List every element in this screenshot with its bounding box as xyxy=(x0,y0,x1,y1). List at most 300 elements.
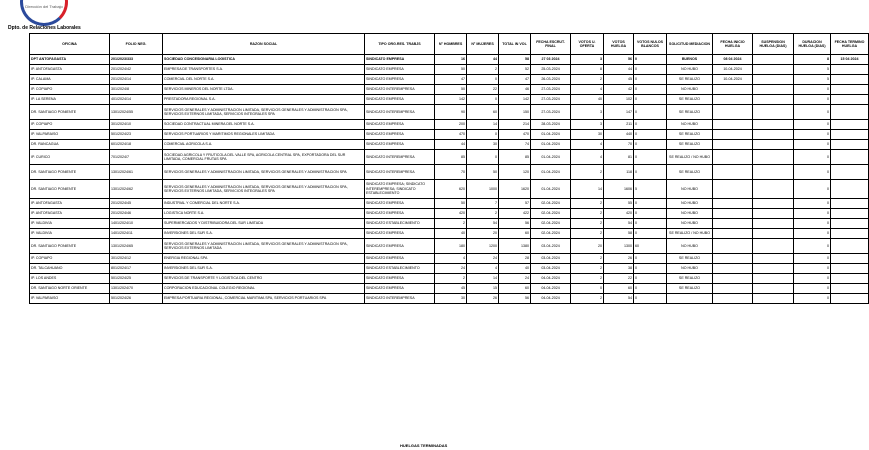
cell-oficina: IP. VALPARAISO xyxy=(30,294,110,304)
cell-termino xyxy=(831,294,869,304)
strikes-table xyxy=(29,33,869,304)
cell-nulos: 0 xyxy=(634,199,667,209)
cell-inicio xyxy=(713,254,753,264)
cell-m: 0 xyxy=(467,75,499,85)
cell-folio: 1301/2024/55 xyxy=(110,105,163,120)
cell-t: 56 xyxy=(499,294,531,304)
cell-razon: EMPRESA DE TRANSPORTES S.A. xyxy=(163,65,365,75)
cell-med: SE REALIZO / NO HUBO xyxy=(667,229,713,239)
cell-med: NO HUBO xyxy=(667,264,713,274)
table-row xyxy=(30,254,869,264)
cell-nulos: 0 xyxy=(634,209,667,219)
cell-t: 60 xyxy=(499,229,531,239)
cell-m: 2 xyxy=(467,209,499,219)
cell-t: 74 xyxy=(499,140,531,150)
cell-m: 14 xyxy=(467,274,499,284)
cell-folio: 1301/2024/70 xyxy=(110,284,163,294)
cell-fecha: 01-04-2024 xyxy=(531,130,571,140)
cell-susp xyxy=(753,219,794,229)
cell-dur: 0 xyxy=(794,239,831,254)
cell-razon: SOCIEDAD CONTRACTUAL MINERA DEL NORTE S.A. xyxy=(163,120,365,130)
cell-folio: 201/2024/42 xyxy=(110,65,163,75)
cell-folio: 301/2024/12 xyxy=(110,254,163,264)
cell-fecha: 04-04-2024 xyxy=(531,294,571,304)
cell-m: 1000 xyxy=(467,180,499,199)
column-header: FOLIO NEG. xyxy=(110,34,163,55)
cell-nulos: 0 xyxy=(634,229,667,239)
cell-huelga: 1300 xyxy=(604,239,634,254)
column-header: FECHA INICIO HUELGA xyxy=(713,34,753,55)
cell-nulos: 0 xyxy=(634,165,667,180)
cell-fecha: 03-04-2024 xyxy=(531,239,571,254)
cell-razon: SERVICIOS GENERALES Y ADMINISTRACION LIMITADA, SERVICIOS GENERALES Y ADMINISTRACION SPA, SERVICIOS EXTERNOS LIMITADA xyxy=(163,239,365,254)
department-title: Dpto. de Relaciones Laborales xyxy=(8,25,81,31)
cell-nulos: 0 xyxy=(634,55,667,65)
cell-t: 85 xyxy=(499,150,531,165)
cell-razon: INVERSIONES DEL SUR S.A. xyxy=(163,229,365,239)
cell-t: 24 xyxy=(499,274,531,284)
column-header: VOTOS HUELGA xyxy=(604,34,634,55)
footer-label: HUELGAS TERMINADAS xyxy=(400,443,448,448)
cell-susp xyxy=(753,239,794,254)
cell-huelga: 81 xyxy=(604,150,634,165)
cell-susp xyxy=(753,65,794,75)
cell-inicio xyxy=(713,95,753,105)
cell-folio: 1301/2024/61 xyxy=(110,165,163,180)
cell-h: 4 xyxy=(435,254,467,264)
cell-dur: 0 xyxy=(794,120,831,130)
column-header: SOLICITUD MEDIACION xyxy=(667,34,713,55)
cell-nulos: 0 xyxy=(634,105,667,120)
table-row xyxy=(30,284,869,294)
cell-susp xyxy=(753,95,794,105)
cell-termino xyxy=(831,150,869,165)
cell-dur: 0 xyxy=(794,274,831,284)
cell-razon: SERVICIOS DE TRANSPORTE Y LOGISTICA DEL CENTRO xyxy=(163,274,365,284)
cell-dur: 8 xyxy=(794,55,831,65)
cell-m: 30 xyxy=(467,140,499,150)
cell-h: 50 xyxy=(435,85,467,95)
cell-huelga: 42 xyxy=(604,85,634,95)
cell-razon: LOGISTICA NORTE S.A. xyxy=(163,209,365,219)
cell-h: 40 xyxy=(435,229,467,239)
cell-oferta: 2 xyxy=(571,75,604,85)
cell-med: SE REALIZO xyxy=(667,284,713,294)
cell-folio: 1301/2024/62 xyxy=(110,180,163,199)
cell-med: NO HUBO xyxy=(667,120,713,130)
cell-dur: 5 xyxy=(794,75,831,85)
cell-m: 54 xyxy=(467,219,499,229)
cell-oferta: 3 xyxy=(571,55,604,65)
cell-tipo: SINDICATO EMPRESA; SINDICATO INTEREMPRESA; SINDICATO ESTABLECIMIENTO xyxy=(365,180,435,199)
table-row xyxy=(30,274,869,284)
cell-tipo: SINDICATO EMPRESA xyxy=(365,254,435,264)
cell-razon: SOCIEDAD AGRICOLA Y FRUTICOLA DEL VALLE SPA, AGRICOLA CENTRAL SPA, EXPORTADORA DEL SUR LIMITADA, COMERCIAL FRUTAS SPA xyxy=(163,150,365,165)
cell-h: 30 xyxy=(435,294,467,304)
column-header: N° HOMBRES xyxy=(435,34,467,55)
cell-folio: 501/2024/26 xyxy=(110,294,163,304)
cell-tipo: SINDICATO EMPRESA xyxy=(365,130,435,140)
cell-fecha: 03-04-2024 xyxy=(531,254,571,264)
cell-h: 85 xyxy=(435,150,467,165)
cell-fecha: 04-04-2024 xyxy=(531,274,571,284)
cell-fecha: 25-03-2024 xyxy=(531,65,571,75)
cell-oferta: 2 xyxy=(571,209,604,219)
cell-nulos: 0 xyxy=(634,95,667,105)
cell-oferta: 2 xyxy=(571,264,604,274)
column-header: FECHA TERMINO HUELGA xyxy=(831,34,869,55)
cell-dur: 0 xyxy=(794,140,831,150)
cell-fecha: 01-04-2024 xyxy=(531,165,571,180)
cell-folio: 1401/2024/10 xyxy=(110,219,163,229)
cell-susp xyxy=(753,284,794,294)
cell-huelga: 54 xyxy=(604,294,634,304)
cell-fecha: 02-04-2024 xyxy=(531,209,571,219)
cell-tipo: SINDICATO EMPRESA xyxy=(365,229,435,239)
cell-razon: PRESTADORA REGIONAL S.A. xyxy=(163,95,365,105)
cell-m: 22 xyxy=(467,85,499,95)
cell-huelga: 58 xyxy=(604,229,634,239)
cell-nulos: 0 xyxy=(634,140,667,150)
cell-oficina: IP. ANTOFAGASTA xyxy=(30,199,110,209)
cell-oficina: IP. ANTOFAGASTA xyxy=(30,65,110,75)
table-row xyxy=(30,65,869,75)
cell-huelga: 118 xyxy=(604,165,634,180)
cell-oficina: IP. VALDIVIA xyxy=(30,219,110,229)
cell-h: 24 xyxy=(435,264,467,274)
cell-m: 4 xyxy=(467,264,499,274)
cell-susp xyxy=(753,274,794,284)
cell-h: 47 xyxy=(435,75,467,85)
table-row xyxy=(30,105,869,120)
cell-susp xyxy=(753,85,794,95)
cell-med: SE REALIZO xyxy=(667,165,713,180)
cell-tipo: SINDICATO EMPRESA xyxy=(365,65,435,75)
table-row xyxy=(30,75,869,85)
cell-tipo: SINDICATO EMPRESA xyxy=(365,284,435,294)
cell-m: 0 xyxy=(467,150,499,165)
cell-folio: 401/2024/14 xyxy=(110,95,163,105)
cell-med: SE REALIZO xyxy=(667,274,713,284)
cell-huelga: 211 xyxy=(604,120,634,130)
cell-oficina: IP. COPIAPO xyxy=(30,120,110,130)
cell-t: 422 xyxy=(499,209,531,219)
cell-oferta: 4 xyxy=(571,150,604,165)
cell-termino xyxy=(831,180,869,199)
cell-susp xyxy=(753,140,794,150)
cell-termino xyxy=(831,219,869,229)
table-row xyxy=(30,140,869,150)
cell-huelga: 440 xyxy=(604,130,634,140)
cell-huelga: 147 xyxy=(604,105,634,120)
cell-h: 90 xyxy=(435,105,467,120)
cell-t: 60 xyxy=(499,284,531,294)
cell-h: 50 xyxy=(435,199,467,209)
cell-dur: 0 xyxy=(794,209,831,219)
cell-dur: 0 xyxy=(794,284,831,294)
cell-razon: COMERCIAL DEL NORTE S.A. xyxy=(163,75,365,85)
cell-susp xyxy=(753,150,794,165)
cell-m: 15 xyxy=(467,284,499,294)
cell-dur: 0 xyxy=(794,254,831,264)
cell-m: 2 xyxy=(467,65,499,75)
cell-susp xyxy=(753,105,794,120)
cell-termino xyxy=(831,199,869,209)
cell-inicio xyxy=(713,284,753,294)
cell-oferta: 0 xyxy=(571,284,604,294)
cell-folio: 501/2024/23 xyxy=(110,130,163,140)
cell-nulos: 0 xyxy=(634,85,667,95)
cell-dur: 0 xyxy=(794,105,831,120)
cell-termino xyxy=(831,140,869,150)
cell-h: 470 xyxy=(435,130,467,140)
cell-susp xyxy=(753,165,794,180)
table-row xyxy=(30,199,869,209)
cell-inicio xyxy=(713,294,753,304)
cell-fecha: 27-03-2024 xyxy=(531,105,571,120)
cell-oferta: 2 xyxy=(571,254,604,264)
cell-oficina: IP. LA SERENA xyxy=(30,95,110,105)
cell-t: 57 xyxy=(499,199,531,209)
cell-inicio xyxy=(713,140,753,150)
cell-h: 180 xyxy=(435,239,467,254)
cell-fecha: 02-04-2024 xyxy=(531,219,571,229)
cell-susp xyxy=(753,229,794,239)
cell-dur: 0 xyxy=(794,180,831,199)
cell-inicio xyxy=(713,219,753,229)
cell-termino xyxy=(831,75,869,85)
cell-fecha: 04-04-2024 xyxy=(531,284,571,294)
cell-susp xyxy=(753,120,794,130)
cell-nulos: 0 xyxy=(634,254,667,264)
table-row xyxy=(30,120,869,130)
table-row xyxy=(30,180,869,199)
cell-folio: 301/2024/10 xyxy=(110,120,163,130)
cell-oferta: 4 xyxy=(571,85,604,95)
cell-oficina: DR. SANTIAGO PONIENTE xyxy=(30,165,110,180)
cell-termino xyxy=(831,120,869,130)
cell-termino xyxy=(831,284,869,294)
cell-dur: 0 xyxy=(794,294,831,304)
cell-t: 1620 xyxy=(499,180,531,199)
column-header: RAZON SOCIAL xyxy=(163,34,365,55)
cell-t: 47 xyxy=(499,75,531,85)
cell-med: BUENOS xyxy=(667,55,713,65)
cell-inicio xyxy=(713,199,753,209)
cell-susp xyxy=(753,180,794,199)
table-row xyxy=(30,209,869,219)
cell-termino xyxy=(831,95,869,105)
cell-oferta: 3 xyxy=(571,120,604,130)
cell-huelga: 102 xyxy=(604,95,634,105)
cell-tipo: SINDICATO EMPRESA xyxy=(365,120,435,130)
cell-h: 420 xyxy=(435,209,467,219)
cell-med: SE REALIZO xyxy=(667,130,713,140)
cell-nulos: 0 xyxy=(634,274,667,284)
cell-susp xyxy=(753,209,794,219)
cell-t: 28 xyxy=(499,254,531,264)
cell-m: 14 xyxy=(467,120,499,130)
cell-t: 470 xyxy=(499,130,531,140)
cell-razon: SERVICIOS GENERALES Y ADMINISTRACION LIMITADA, SERVICIOS GENERALES Y ADMINISTRACION SPA xyxy=(163,165,365,180)
cell-inicio: 10-04-2024 xyxy=(713,65,753,75)
cell-tipo: SINDICATO INTEREMPRESA xyxy=(365,294,435,304)
cell-huelga: 45 xyxy=(604,75,634,85)
table-row xyxy=(30,229,869,239)
cell-h: 50 xyxy=(435,65,467,75)
cell-fecha: 26-03-2024 xyxy=(531,75,571,85)
cell-med: NO HUBO xyxy=(667,199,713,209)
cell-oficina: IP. COPIAPO xyxy=(30,85,110,95)
cell-oficina: IP. COPIAPO xyxy=(30,254,110,264)
cell-dur: 0 xyxy=(794,150,831,165)
table-body xyxy=(30,55,869,304)
cell-oficina: DR. SANTIAGO PONIENTE xyxy=(30,105,110,120)
cell-termino: 15 04 2024 xyxy=(831,55,869,65)
cell-m: 1200 xyxy=(467,239,499,254)
cell-t: 150 xyxy=(499,105,531,120)
table-row xyxy=(30,85,869,95)
cell-nulos: 0 xyxy=(634,294,667,304)
cell-nulos: 0 xyxy=(634,219,667,229)
cell-termino xyxy=(831,65,869,75)
cell-huelga: 22 xyxy=(604,274,634,284)
table-row xyxy=(30,55,869,65)
cell-termino xyxy=(831,239,869,254)
cell-razon: SERVICIOS MINEROS DEL NORTE LTDA. xyxy=(163,85,365,95)
cell-razon: SUPERMERCADOS Y DISTRIBUIDORA DEL SUR LIMITADA xyxy=(163,219,365,229)
cell-dur: 0 xyxy=(794,229,831,239)
cell-t: 120 xyxy=(499,165,531,180)
column-header: VOTOS U. OFERTA xyxy=(571,34,604,55)
cell-oferta: 3 xyxy=(571,105,604,120)
cell-razon: SERVICIOS PORTUARIOS Y MARITIMOS REGIONALES LIMITADA xyxy=(163,130,365,140)
cell-fecha: 27-03-2024 xyxy=(531,85,571,95)
cell-folio: 1301/2024/65 xyxy=(110,239,163,254)
cell-med: SE REALIZO xyxy=(667,140,713,150)
cell-tipo: SINDICATO EMPRESA xyxy=(365,95,435,105)
column-header: SUSPENSION HUELGA (DIAS) xyxy=(753,34,794,55)
cell-inicio xyxy=(713,85,753,95)
cell-inicio xyxy=(713,209,753,219)
cell-termino xyxy=(831,85,869,95)
cell-inicio xyxy=(713,264,753,274)
table-row xyxy=(30,130,869,140)
cell-inicio xyxy=(713,274,753,284)
cell-inicio xyxy=(713,229,753,239)
cell-inicio xyxy=(713,130,753,140)
cell-tipo: SINDICATO ESTABLECIMIENTO xyxy=(365,219,435,229)
cell-t: 56 xyxy=(499,219,531,229)
cell-folio: 501/2024/25 xyxy=(110,274,163,284)
cell-nulos: 0 xyxy=(634,130,667,140)
cell-huelga: 56 xyxy=(604,55,634,65)
cell-folio: 801/2024/17 xyxy=(110,264,163,274)
cell-med: NO HUBO xyxy=(667,85,713,95)
cell-oferta: 40 xyxy=(571,95,604,105)
cell-huelga: 420 xyxy=(604,209,634,219)
cell-oferta: 2 xyxy=(571,229,604,239)
cell-dur: 0 xyxy=(794,85,831,95)
cell-med: NO HUBO xyxy=(667,209,713,219)
cell-nulos: 0 xyxy=(634,65,667,75)
cell-m: 24 xyxy=(467,254,499,264)
cell-inicio xyxy=(713,120,753,130)
cell-oficina: DR. SANTIAGO NORTE ORIENTE xyxy=(30,284,110,294)
cell-h: 44 xyxy=(435,140,467,150)
cell-dur: 0 xyxy=(794,219,831,229)
cell-oferta: 8 xyxy=(571,65,604,75)
cell-susp xyxy=(753,75,794,85)
column-header: TOTAL IN VOL xyxy=(499,34,531,55)
cell-folio: 201/2024/46 xyxy=(110,209,163,219)
cell-inicio xyxy=(713,150,753,165)
cell-folio: 201/2024/45 xyxy=(110,199,163,209)
column-header: DURACION HUELGA (DIAS) xyxy=(794,34,831,55)
cell-inicio xyxy=(713,105,753,120)
cell-m: 0 xyxy=(467,95,499,105)
cell-susp xyxy=(753,199,794,209)
cell-oficina: IP. VALPARAISO xyxy=(30,130,110,140)
cell-huelga: 54 xyxy=(604,219,634,229)
cell-razon: CORPORACION EDUCACIONAL COLEGIO REGIONAL xyxy=(163,284,365,294)
cell-oficina: DR. SANTIAGO PONIENTE xyxy=(30,239,110,254)
cell-dur: 0 xyxy=(794,130,831,140)
cell-termino xyxy=(831,130,869,140)
cell-tipo: SINDICATO INTEREMPRESA xyxy=(365,105,435,120)
cell-tipo: SINDICATO EMPRESA xyxy=(365,140,435,150)
cell-folio: 601/2024/18 xyxy=(110,140,163,150)
cell-t: 40 xyxy=(499,264,531,274)
cell-oferta: 30 xyxy=(571,130,604,140)
cell-nulos: 0 xyxy=(634,284,667,294)
cell-oferta: 2 xyxy=(571,199,604,209)
cell-inicio: 08 04 2024 xyxy=(713,55,753,65)
cell-med xyxy=(667,294,713,304)
cell-termino xyxy=(831,209,869,219)
cell-susp xyxy=(753,130,794,140)
cell-huelga: 70 xyxy=(604,140,634,150)
cell-nulos: 5 xyxy=(634,180,667,199)
cell-fecha: 01-04-2024 xyxy=(531,180,571,199)
cell-huelga: 38 xyxy=(604,264,634,274)
column-header: OFICINA xyxy=(30,34,110,55)
cell-oficina: IP. CALAMA xyxy=(30,75,110,85)
cell-fecha: 01-04-2024 xyxy=(531,140,571,150)
table-row xyxy=(30,239,869,254)
table-row xyxy=(30,294,869,304)
cell-susp xyxy=(753,55,794,65)
cell-oferta: 20 xyxy=(571,239,604,254)
cell-razon: SERVICIOS GENERALES Y ADMINISTRACION LIMITADA, SERVICIOS GENERALES Y ADMINISTRACION SPA, SERVICIOS EXTERNOS LIMITADA, SERVICIOS INTEGRALES SPA xyxy=(163,180,365,199)
cell-med: SE REALIZO xyxy=(667,95,713,105)
cell-nulos: 0 xyxy=(634,75,667,85)
cell-h: 2 xyxy=(435,274,467,284)
cell-razon: SERVICIOS GENERALES Y ADMINISTRACION LIMITADA, SERVICIOS GENERALES Y ADMINISTRACION SPA, SERVICIOS EXTERNOS LIMITADA, SERVICIOS INTEGRALES SPA xyxy=(163,105,365,120)
cell-med: NO HUBO xyxy=(667,219,713,229)
cell-t: 58 xyxy=(499,55,531,65)
cell-h: 142 xyxy=(435,95,467,105)
cell-razon: COMERCIAL AGRICOLA S.A. xyxy=(163,140,365,150)
cell-tipo: SINDICATO INTEREMPRESA xyxy=(365,165,435,180)
cell-t: 1380 xyxy=(499,239,531,254)
cell-oferta: 2 xyxy=(571,274,604,284)
column-header: N° MUJERES xyxy=(467,34,499,55)
cell-fecha: 27 03 2024 xyxy=(531,55,571,65)
table-row xyxy=(30,165,869,180)
column-header: TIPO ORG.RES. TRABJS xyxy=(365,34,435,55)
cell-med: SE REALIZO / NO HUBO xyxy=(667,150,713,165)
